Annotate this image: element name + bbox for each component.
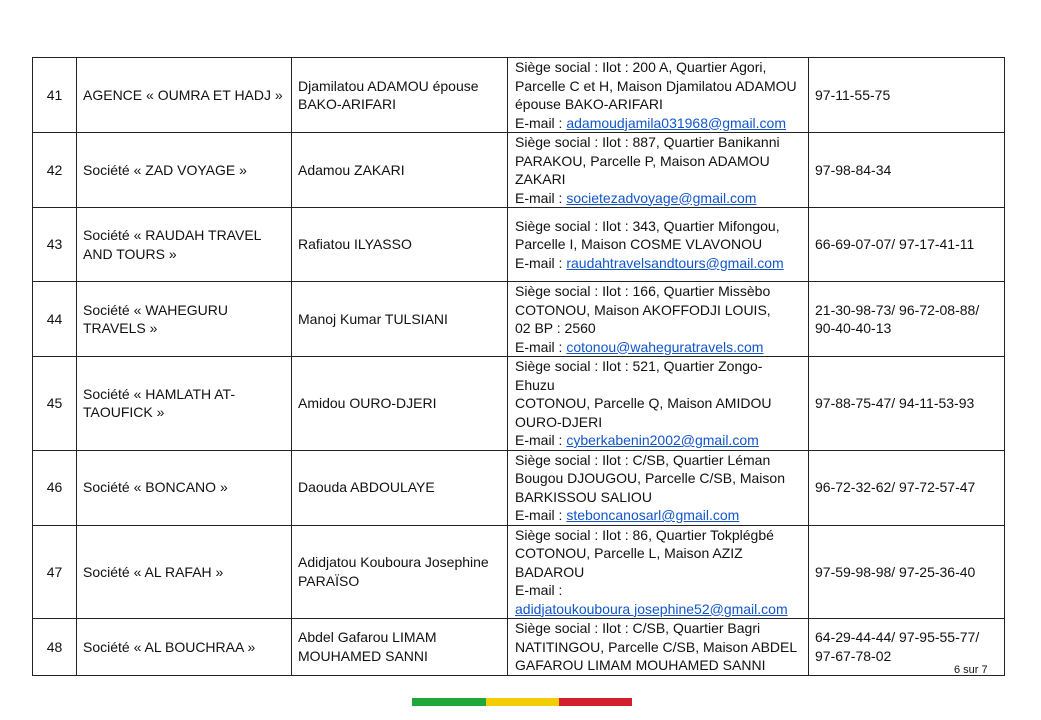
phone-number: 21-30-98-73/ 96-72-08-88/ 90-40-40-13 [809, 282, 1005, 357]
phone-number: 97-88-75-47/ 94-11-53-93 [809, 357, 1005, 451]
address-line: Siège social : Ilot : 166, Quartier Missèbo [515, 283, 771, 299]
agency-name: Société « RAUDAH TRAVEL AND TOURS » [77, 208, 292, 282]
email-link[interactable]: steboncanosarl@gmail.com [566, 507, 740, 523]
address-cell [508, 58, 809, 133]
address-line: Siège social : Ilot : 343, Quartier Mifongou, [515, 217, 780, 234]
row-number: 47 [33, 525, 77, 619]
address-line: Siège social : Ilot : 521, Quartier Zongo-Ehuzu [515, 358, 763, 393]
row-number: 42 [33, 133, 77, 208]
row-number: 45 [33, 357, 77, 451]
address-line: Parcelle I, Maison COSME VLAVONOU [515, 236, 763, 253]
address-cell [508, 450, 809, 525]
email-label: E-mail : [515, 338, 567, 355]
email-line [515, 431, 802, 450]
row-number: 46 [33, 450, 77, 525]
phone-number: 97-11-55-75 [809, 58, 1005, 133]
address-cell [508, 208, 809, 282]
address-line: GAFAROU LIMAM MOUHAMED SANNI [515, 657, 766, 673]
email-line [515, 254, 802, 273]
flag-red-stripe [559, 698, 632, 706]
table-row [33, 208, 1005, 282]
address-line: Siège social : Ilot : 887, Quartier Banikanni [515, 134, 780, 150]
phone-number: 97-98-84-34 [809, 133, 1005, 208]
email-link[interactable]: adamoudjamila031968@gmail.com [566, 114, 787, 131]
address-line: Siège social : Ilot : C/SB, Quartier Bagri [515, 620, 761, 636]
address-line: Siège social : Ilot : 200 A, Quartier Agori, [515, 59, 767, 75]
flag-yellow-stripe [486, 698, 559, 706]
email-line [515, 189, 802, 208]
table-row [33, 58, 1005, 133]
address-line: COTONOU, Maison AKOFFODJI LOUIS, [515, 301, 771, 318]
email-link[interactable]: cotonou@waheguratravels.com [566, 338, 764, 355]
address-line: PARAKOU, Parcelle P, Maison ADAMOU [515, 152, 770, 169]
table-row [33, 450, 1005, 525]
email-line [515, 600, 802, 619]
address-cell [508, 282, 809, 357]
email-link[interactable]: societezadvoyage@gmail.com [566, 189, 757, 206]
row-number: 43 [33, 208, 77, 282]
table-row [33, 282, 1005, 357]
page-number: 6 sur 7 [954, 664, 988, 676]
agency-name: Société « WAHEGURU TRAVELS » [77, 282, 292, 357]
agency-name: AGENCE « OUMRA ET HADJ » [77, 58, 292, 133]
manager-name: Amidou OURO-DJERI [292, 357, 508, 451]
flag-green-stripe [412, 698, 486, 706]
flag-color-bar [412, 698, 632, 706]
email-label: E-mail : [515, 582, 563, 598]
email-line [515, 581, 802, 600]
address-line: Parcelle C et H, Maison Djamilatou ADAMOU [515, 77, 797, 94]
table-row [33, 133, 1005, 208]
address-line: COTONOU, Parcelle Q, Maison AMIDOU [515, 395, 772, 411]
address-line: NATITINGOU, Parcelle C/SB, Maison ABDEL [515, 638, 798, 655]
manager-name: Adidjatou Kouboura Josephine PARAÏSO [292, 525, 508, 619]
manager-name: Manoj Kumar TULSIANI [292, 282, 508, 357]
email-label: E-mail : [515, 114, 567, 131]
manager-name: Djamilatou ADAMOU épouse BAKO-ARIFARI [292, 58, 508, 133]
table-row [33, 619, 1005, 676]
email-line [515, 338, 802, 357]
email-link[interactable]: raudahtravelsandtours@gmail.com [566, 254, 784, 271]
email-line [515, 506, 802, 525]
email-label: E-mail : [515, 507, 567, 523]
manager-name: Adamou ZAKARI [292, 133, 508, 208]
manager-name: Abdel Gafarou LIMAM MOUHAMED SANNI [292, 619, 508, 676]
table-row [33, 525, 1005, 619]
address-line: 02 BP : 2560 [515, 320, 596, 336]
agency-name: Société « AL BOUCHRAA » [77, 619, 292, 676]
manager-name: Daouda ABDOULAYE [292, 450, 508, 525]
email-label: E-mail : [515, 432, 567, 448]
agencies-table [32, 57, 1005, 676]
phone-number: 64-29-44-44/ 97-95-55-77/ 97-67-78-02 [809, 619, 1005, 676]
email-label: E-mail : [515, 254, 567, 271]
email-link[interactable]: cyberkabenin2002@gmail.com [566, 432, 759, 448]
address-line: OURO-DJERI [515, 413, 603, 430]
phone-number: 97-59-98-98/ 97-25-36-40 [809, 525, 1005, 619]
address-line: épouse BAKO-ARIFARI [515, 96, 663, 112]
address-line: BADAROU [515, 563, 585, 580]
manager-name: Rafiatou ILYASSO [292, 208, 508, 282]
agency-name: Société « BONCANO » [77, 450, 292, 525]
table-row [33, 357, 1005, 451]
address-line: Siège social : Ilot : C/SB, Quartier Léman [515, 451, 771, 468]
agency-name: Société « AL RAFAH » [77, 525, 292, 619]
phone-number: 66-69-07-07/ 97-17-41-11 [809, 208, 1005, 282]
address-line: ZAKARI [515, 171, 566, 187]
email-line [515, 114, 802, 133]
address-cell [508, 619, 809, 676]
address-cell [508, 133, 809, 208]
address-line: Siège social : Ilot : 86, Quartier Tokplégbé [515, 526, 774, 543]
address-line: BARKISSOU SALIOU [515, 488, 652, 505]
address-cell [508, 357, 809, 451]
phone-number: 96-72-32-62/ 97-72-57-47 [809, 450, 1005, 525]
row-number: 44 [33, 282, 77, 357]
address-line: Bougou DJOUGOU, Parcelle C/SB, Maison [515, 470, 785, 486]
email-link[interactable]: adidjatoukouboura josephine52@gmail.com [515, 600, 788, 617]
address-line: COTONOU, Parcelle L, Maison AZIZ [515, 545, 743, 561]
agency-name: Société « HAMLATH AT-TAOUFICK » [77, 357, 292, 451]
row-number: 48 [33, 619, 77, 676]
agency-name: Société « ZAD VOYAGE » [77, 133, 292, 208]
agencies-table-body [33, 58, 1005, 676]
address-cell [508, 525, 809, 619]
email-label: E-mail : [515, 189, 567, 206]
row-number: 41 [33, 58, 77, 133]
